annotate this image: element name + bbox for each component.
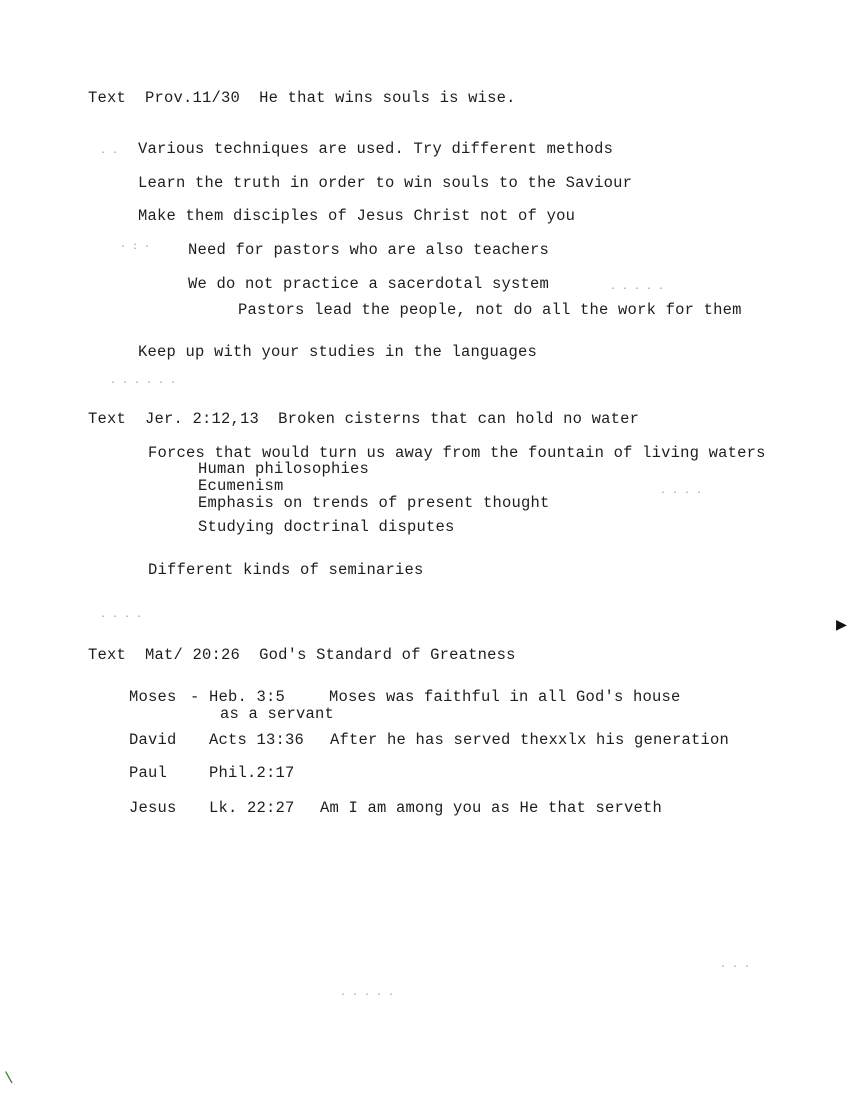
section-2-point: Human philosophies: [198, 460, 370, 478]
scan-speck-icon: · · · ·: [660, 488, 703, 499]
example-name: Jesus: [129, 799, 177, 817]
section-2-label: Text: [88, 410, 127, 428]
section-2-heading: [88, 410, 639, 428]
scan-speck-icon: · : ·: [120, 242, 151, 253]
scan-speck-icon: · ·: [100, 148, 119, 159]
section-3-ref: Mat/ 20:26: [145, 646, 241, 664]
scan-speck-icon: · · · · ·: [340, 990, 395, 1001]
example-text-continued: as a servant: [220, 705, 335, 723]
scan-speck-icon: · · · · ·: [610, 284, 665, 295]
section-1-title: He that wins souls is wise.: [259, 89, 516, 107]
section-1-point: Learn the truth in order to win souls to the Saviour: [138, 174, 633, 192]
section-3-title: God's Standard of Greatness: [259, 646, 516, 664]
example-text: Moses was faithful in all God's house: [329, 688, 681, 706]
section-2-intro: Forces that would turn us away from the fountain of living waters: [148, 444, 766, 462]
section-2-ref: Jer. 2:12,13: [145, 410, 260, 428]
example-ref: Acts 13:36: [209, 731, 305, 749]
example-name: Paul: [129, 764, 168, 782]
scan-speck-icon: · · ·: [720, 962, 751, 973]
scan-mark-icon: ▶: [836, 616, 847, 636]
section-1-point: Need for pastors who are also teachers: [188, 241, 550, 259]
section-3-heading: [88, 646, 516, 664]
example-ref: Lk. 22:27: [209, 799, 295, 817]
scan-speck-icon: · · · · · ·: [110, 378, 177, 389]
section-3-label: Text: [88, 646, 127, 664]
example-text: After he has served thexxlx his generation: [330, 731, 730, 749]
section-1-point: Various techniques are used. Try different methods: [138, 140, 614, 158]
section-2-point: Ecumenism: [198, 477, 284, 495]
section-1-point: Keep up with your studies in the languages: [138, 343, 538, 361]
section-2-title: Broken cisterns that can hold no water: [278, 410, 640, 428]
section-1-ref: Prov.11/30: [145, 89, 241, 107]
example-ref: - Heb. 3:5: [190, 688, 286, 706]
scan-speck-icon: · · · ·: [100, 612, 143, 623]
section-1-label: Text: [88, 89, 127, 107]
example-ref: Phil.2:17: [209, 764, 295, 782]
section-1-heading: [88, 89, 516, 107]
section-2-point: Emphasis on trends of present thought: [198, 494, 550, 512]
example-text: Am I am among you as He that serveth: [320, 799, 663, 817]
section-2-point: Studying doctrinal disputes: [198, 518, 455, 536]
section-1-point: We do not practice a sacerdotal system: [188, 275, 550, 293]
example-name: David: [129, 731, 177, 749]
example-name: Moses: [129, 688, 177, 706]
scan-corner-mark-icon: \: [4, 1070, 14, 1088]
section-1-point: Pastors lead the people, not do all the work for them: [238, 301, 742, 319]
section-2-closing: Different kinds of seminaries: [148, 561, 424, 579]
section-1-point: Make them disciples of Jesus Christ not of you: [138, 207, 576, 225]
